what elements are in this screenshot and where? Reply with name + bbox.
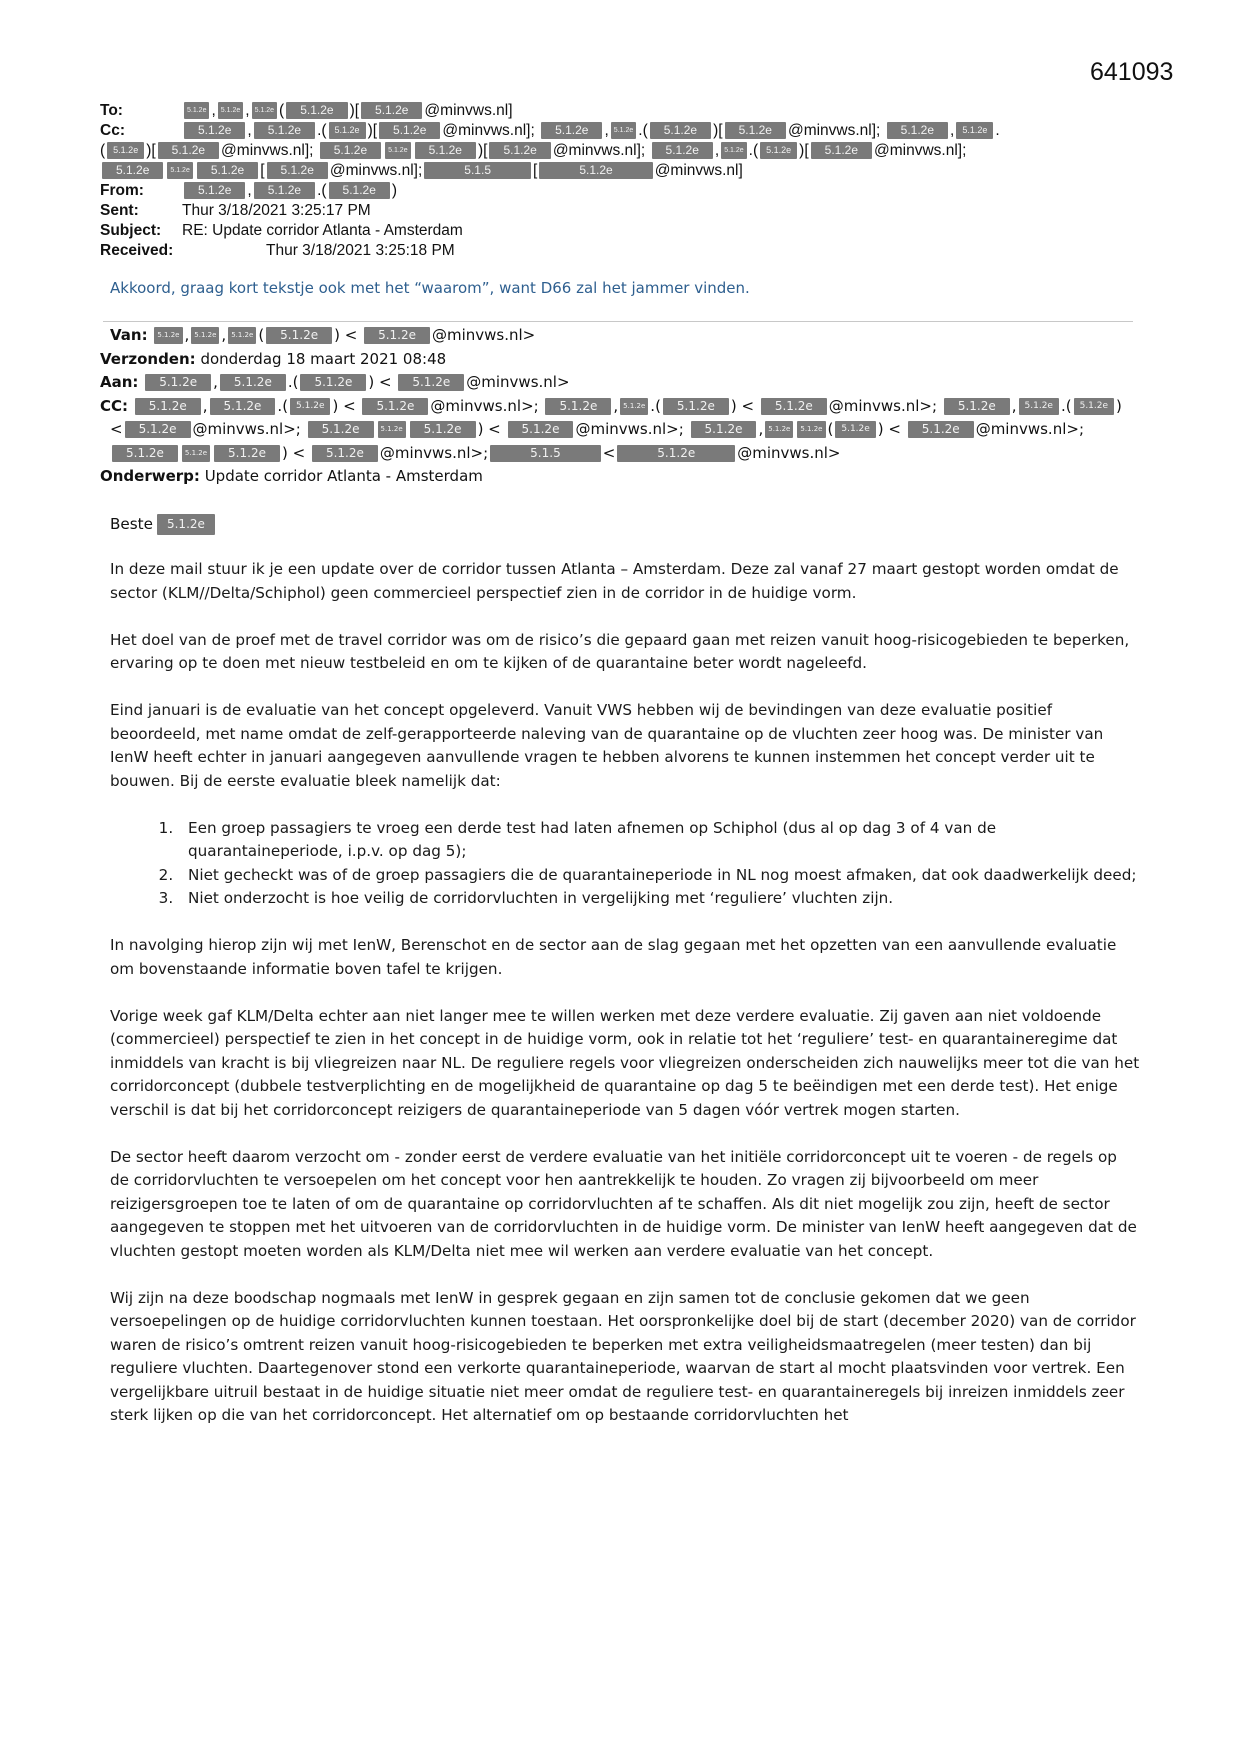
list-item: 3. Niet onderzocht is hoe veilig de corridorvluchten in vergelijking met ‘reguliere’ vluchten zijn. (178, 887, 1140, 911)
redaction: 5.1.2e (663, 398, 729, 415)
from-label: From: (100, 182, 144, 199)
sent-label: Sent: (100, 202, 139, 219)
inner-email-header (100, 324, 1122, 489)
paragraph: Wij zijn na deze boodschap nogmaals met IenW in gesprek gegaan en zijn samen tot de conclusie gekomen dat we geen versoepelingen op de huidige corridorvluchten kunnen toestaan. Het oorspronkelijke doel bij de start (december 2020) van de corridor waren de risico’s omtrent reizen vanuit hoog-risicogebieden te beperken met extra veiligheidsmaatregelen (meer testen) dan bij reguliere vluchten. Daartegenover stond een verkorte quarantaineperiode, waarvan de start al mocht plaatsvinden voor vertrek. Een vergelijkbare uitruil bestaat in de huidige situatie niet meer omdat de reguliere test- en quarantaineregels bij inreizen inmiddels zeer sterk lijken op die van het corridorconcept. Het alternatief om op bestaande corridorvluchten het (110, 1288, 1136, 1424)
redaction: 5.1.2e (956, 122, 993, 139)
greeting-text: Beste (110, 515, 153, 533)
cc2-row-2: < 5.1.2e @minvws.nl>; 5.1.2e 5.1.2e 5.1.2e ) < 5.1.2e @minvws.nl>; 5.1.2e , 5.1.2e 5.1.2e ( 5.1.2e ) < 5.1.2e @minvws.nl>; (110, 420, 1084, 438)
redaction: 5.1.2e (811, 142, 872, 159)
redaction: 5.1.2e (220, 374, 286, 391)
paragraph: Vorige week gaf KLM/Delta echter aan niet langer mee te willen werken met deze verdere evaluatie. Zij gaven aan niet voldoende (commercieel) perspectief te zien in het concept in de huidige vorm, ook in relatie tot het ‘reguliere’ test- en quarantaineregime dat inmiddels van kracht is bij vliegreizen naar NL. De reguliere regels voor vliegreizen onderscheiden zich nauwelijks meer tot die van het corridorconcept (dubbele testverplichting en de mogelijkheid de quarantaine op dag 5 te beëindigen met een derde test). Het enige verschil is dat bij het corridorconcept reizigers de quarantaineperiode van 5 dagen vóór vertrek mogen starten. (110, 1006, 1140, 1119)
redaction: 5.1.2e (415, 142, 476, 159)
redaction: 5.1.2e (184, 122, 245, 139)
redaction: 5.1.2e (184, 102, 209, 119)
redaction: 5.1.2e (300, 374, 366, 391)
aan-row: Aan: 5.1.2e , 5.1.2e .( 5.1.2e ) < 5.1.2e @minvws.nl> (100, 373, 570, 391)
email-domain: @minvws.nl>; (192, 420, 301, 438)
email-domain: @minvws.nl>; (575, 420, 684, 438)
redaction: 5.1.2e (410, 421, 476, 438)
redaction: 5.1.2e (835, 421, 875, 438)
redaction: 5.1.2e (102, 162, 163, 179)
redaction: 5.1.2e (650, 122, 711, 139)
redaction: 5.1.2e (125, 421, 191, 438)
sent-row (100, 201, 1000, 221)
redaction: 5.1.2e (760, 142, 797, 159)
redaction: 5.1.2e (620, 398, 648, 415)
redaction: 5.1.2e (197, 162, 258, 179)
paragraph: In navolging hierop zijn wij met IenW, Berenschot en de sector aan de slag gegaan met het opzetten van een aanvullende evaluatie om bovenstaande informatie boven tafel te krijgen. (110, 936, 1117, 978)
from-row: From: 5.1.2e , 5.1.2e .( 5.1.2e ) (100, 182, 398, 199)
separator-line (103, 321, 1133, 322)
redaction: 5.1.2e (385, 142, 410, 159)
paragraph: In deze mail stuur ik je een update over de corridor tussen Atlanta – Amsterdam. Deze zal vanaf 27 maart gestopt worden omdat de sector (KLM//Delta/Schiphol) geen commercieel perspectief zien in de corridor in de huidige vorm. (110, 560, 1119, 602)
redaction: 5.1.2e (228, 327, 256, 344)
received-value: Thur 3/18/2021 3:25:18 PM (266, 242, 455, 259)
email-domain: @minvws.nl]; (221, 142, 314, 159)
redaction: 5.1.2e (887, 122, 948, 139)
outer-email-header (100, 101, 1000, 261)
cc-row-2: ( 5.1.2e )[ 5.1.2e @minvws.nl]; 5.1.2e 5.1.2e 5.1.2e )[ 5.1.2e @minvws.nl]; 5.1.2e , 5.1.2e .( 5.1.2e )[ 5.1.2e @minvws.nl]; (100, 142, 967, 159)
redaction: 5.1.2e (267, 162, 328, 179)
redaction: 5.1.2e (329, 182, 390, 199)
redaction: 5.1.5 (490, 445, 601, 462)
subject-row (100, 221, 1000, 241)
redaction: 5.1.2e (329, 122, 366, 139)
email-domain: @minvws.nl]; (787, 122, 881, 139)
redaction: 5.1.2e (652, 142, 713, 159)
onderwerp-row (100, 465, 1122, 489)
redaction: 5.1.2e (154, 327, 182, 344)
redaction: 5.1.2e (252, 102, 277, 119)
redaction: 5.1.2e (182, 445, 210, 462)
subject-label: Subject: (100, 222, 162, 239)
email-domain: @minvws.nl]; (552, 142, 646, 159)
redaction: 5.1.2e (290, 398, 330, 415)
van-label: Van: (110, 326, 148, 344)
redaction: 5.1.2e (379, 122, 440, 139)
redaction: 5.1.2e (286, 102, 347, 119)
redaction: 5.1.2e (361, 102, 422, 119)
email-body (110, 558, 1140, 1451)
email-domain: @minvws.nl]; (329, 162, 423, 179)
redaction: 5.1.2e (158, 142, 219, 159)
redaction: 5.1.2e (508, 421, 574, 438)
email-domain: @minvws.nl>; (828, 396, 938, 415)
redaction: 5.1.2e (489, 142, 550, 159)
email-domain: @minvws.nl] (424, 102, 513, 119)
list-item: 2. Niet gecheckt was of de groep passagiers die de quarantaineperiode in NL nog moest afmaken, dat ook daadwerkelijk deed; (178, 864, 1140, 888)
email-domain: @minvws.nl> (737, 443, 841, 462)
verzonden-label: Verzonden: (100, 349, 196, 368)
cc2-row-3: 5.1.2e 5.1.2e 5.1.2e ) < 5.1.2e @minvws.nl>; 5.1.5 < 5.1.2e @minvws.nl> (100, 442, 1122, 466)
redaction: 5.1.2e (184, 182, 245, 199)
reply-text: Akkoord, graag kort tekstje ook met het “waarom”, want D66 zal het jammer vinden. (110, 279, 750, 297)
redaction: 5.1.2e (320, 142, 381, 159)
redaction: 5.1.2e (617, 445, 735, 462)
paragraph: De sector heeft daarom verzocht om - zonder eerst de verdere evaluatie van het initiële corridorconcept uit te voeren - de regels op de corridorvluchten te versoepelen om het concept voor hen aantrekkelijk te houden. Zo vragen zij bijvoorbeeld om meer reizigersgroepen toe te laten of om de quarantaine op corridorvluchten af te schaffen. Als dit niet mogelijk zou zijn, heeft de sector aangegeven te stoppen met het uitvoeren van de corridorvluchten in de huidige vorm. De minister van IenW heeft aangegeven dat de vluchten gestopt moeten worden als KLM/Delta niet mee wil werken aan verdere evaluatie van het concept. (110, 1147, 1137, 1260)
redaction: 5.1.2e (218, 102, 243, 119)
redaction: 5.1.2e (398, 374, 464, 391)
received-label: Received: (100, 242, 174, 259)
paragraph: Eind januari is de evaluatie van het concept opgeleverd. Vanuit VWS hebben wij de bevindingen van deze evaluatie positief beoordeeld, met name omdat de zelf-gerapporteerde naleving van de quarantaine op de vluchten zeer hoog was. De minister van IenW heeft echter in januari aangegeven aanvullende vragen te hebben alvorens te kunnen instemmen het concept verder uit te bouwen. Bij de eerste evaluatie bleek namelijk dat: (110, 701, 1104, 790)
redaction: 5.1.2e (364, 327, 430, 344)
email-domain: @minvws.nl>; (430, 396, 539, 415)
sent-value: Thur 3/18/2021 3:25:17 PM (182, 202, 371, 219)
redaction: 5.1.2e (167, 162, 192, 179)
redaction: 5.1.2e (761, 398, 827, 415)
redaction: 5.1.2e (210, 398, 276, 415)
redaction: 5.1.2e (539, 162, 652, 179)
redaction: 5.1.2e (308, 421, 374, 438)
onderwerp-value: Update corridor Atlanta - Amsterdam (204, 467, 483, 485)
verzonden-row (100, 348, 1122, 372)
redaction: 5.1.2e (362, 398, 428, 415)
onderwerp-label: Onderwerp: (100, 467, 200, 485)
redaction: 5.1.2e (312, 445, 378, 462)
email-domain: @minvws.nl>; (975, 420, 1084, 438)
verzonden-value: donderdag 18 maart 2021 08:48 (200, 349, 447, 368)
redaction: 5.1.2e (191, 327, 219, 344)
redaction: 5.1.2e (107, 142, 144, 159)
subject-value: RE: Update corridor Atlanta - Amsterdam (182, 222, 463, 239)
redaction: 5.1.2e (254, 122, 315, 139)
list-item: 1. Een groep passagiers te vroeg een derde test had laten afnemen op Schiphol (dus al op dag 3 of 4 van de quarantaineperiode, i.p.v. op dag 5); (178, 817, 1140, 864)
redaction: 5.1.2e (765, 421, 793, 438)
to-row: To: 5.1.2e , 5.1.2e , 5.1.2e ( 5.1.2e )[ 5.1.2e @minvws.nl] (100, 102, 513, 119)
redaction: 5.1.5 (424, 162, 531, 179)
cc2-label: CC: (100, 396, 129, 415)
redaction: 5.1.2e (797, 421, 825, 438)
redaction: 5.1.2e (545, 398, 611, 415)
redaction: 5.1.2e (725, 122, 786, 139)
redaction: 5.1.2e (378, 421, 406, 438)
paragraph: Het doel van de proef met de travel corridor was om de risico’s die gepaard gaan met reizen vanuit hoog-risicogebieden te beperken, ervaring op te doen met nieuw testbeleid en om te kijken of de quarantaine beter wordt nageleefd. (110, 630, 1130, 672)
redaction: 5.1.2e (1019, 398, 1059, 415)
email-domain: @minvws.nl]; (874, 142, 967, 159)
redaction: 5.1.2e (611, 122, 636, 139)
redaction: 5.1.2e (157, 514, 215, 535)
cc-row: Cc: 5.1.2e , 5.1.2e .( 5.1.2e )[ 5.1.2e @minvws.nl]; 5.1.2e , 5.1.2e .( 5.1.2e )[ 5.1.2e @minvws.nl]; 5.1.2e , 5.1.2e . (100, 122, 1000, 139)
redaction: 5.1.2e (112, 445, 178, 462)
redaction: 5.1.2e (908, 421, 974, 438)
redaction: 5.1.2e (266, 327, 332, 344)
to-label: To: (100, 102, 123, 119)
cc2-row: CC: 5.1.2e , 5.1.2e .( 5.1.2e ) < 5.1.2e @minvws.nl>; 5.1.2e , 5.1.2e .( 5.1.2e ) < 5.1.2e @minvws.nl>; 5.1.2e , 5.1.2e .( 5.1.2e ) (100, 396, 1122, 415)
redaction: 5.1.2e (541, 122, 602, 139)
email-domain: @minvws.nl> (466, 373, 570, 391)
document-number: 641093 (1090, 58, 1174, 86)
redaction: 5.1.2e (1074, 398, 1114, 415)
email-domain: @minvws.nl]; (442, 122, 535, 139)
redaction: 5.1.2e (135, 398, 201, 415)
van-row: Van: 5.1.2e , 5.1.2e , 5.1.2e ( 5.1.2e ) < 5.1.2e @minvws.nl> (100, 324, 1122, 348)
findings-list (110, 817, 1140, 911)
redaction: 5.1.2e (214, 445, 280, 462)
redaction: 5.1.2e (254, 182, 315, 199)
redaction: 5.1.2e (691, 421, 757, 438)
email-domain: @minvws.nl>; (379, 443, 489, 462)
greeting (110, 514, 217, 535)
redaction: 5.1.2e (721, 142, 746, 159)
aan-label: Aan: (100, 373, 139, 391)
redaction: 5.1.2e (944, 398, 1010, 415)
email-domain: @minvws.nl> (431, 326, 536, 344)
cc-label: Cc: (100, 122, 125, 139)
received-row (100, 241, 1000, 261)
email-domain: @minvws.nl] (654, 162, 743, 179)
redaction: 5.1.2e (145, 374, 211, 391)
cc-row-3: 5.1.2e 5.1.2e 5.1.2e [ 5.1.2e @minvws.nl]; 5.1.5 [ 5.1.2e @minvws.nl] (100, 161, 1000, 181)
